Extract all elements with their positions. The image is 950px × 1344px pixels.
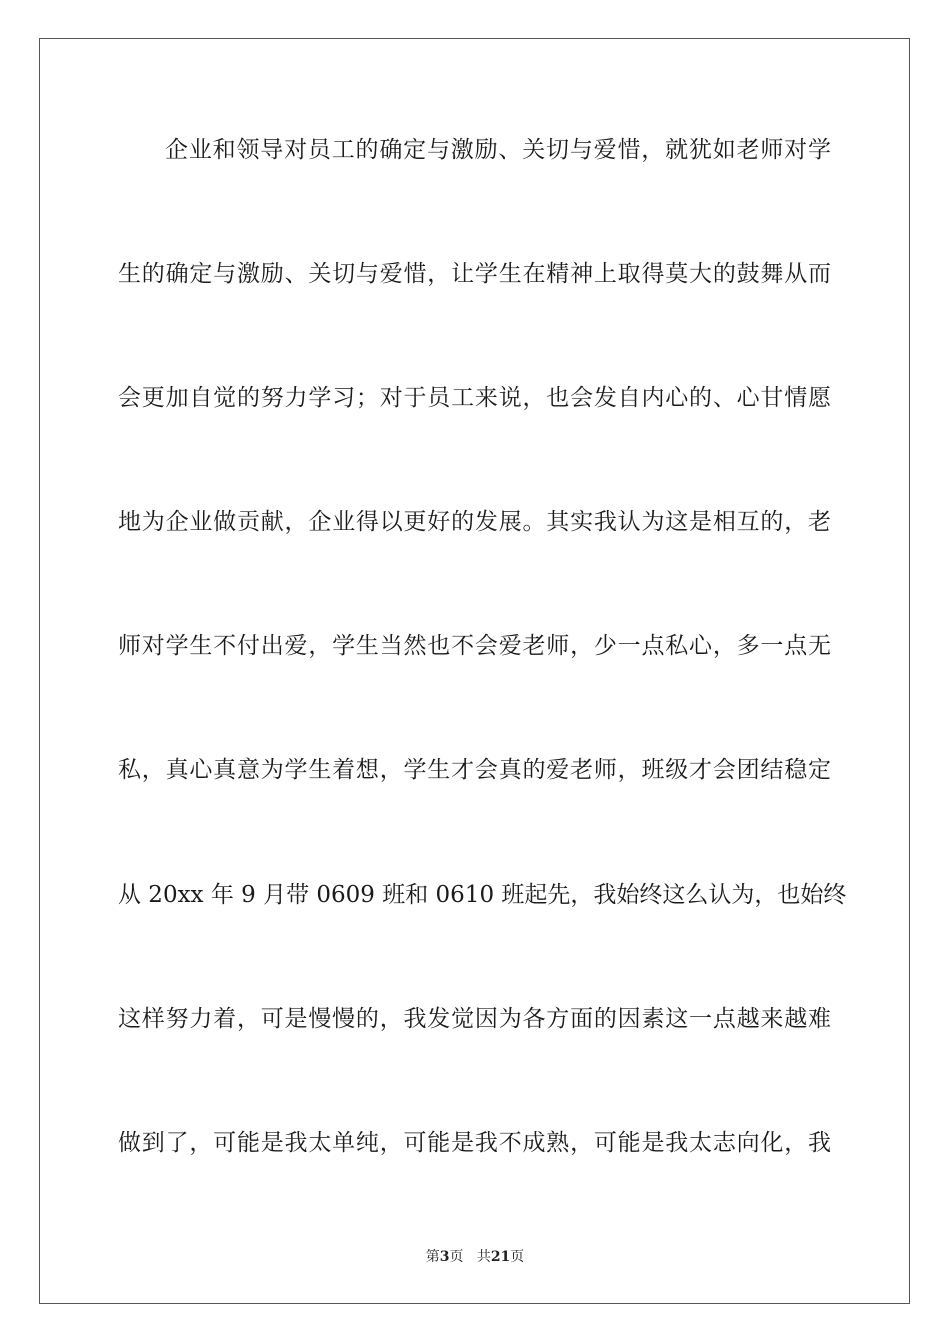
paragraph-line-1: 企业和领导对员工的确定与激励、关切与爱惜，就犹如老师对学 (165, 137, 831, 163)
paragraph-line-5: 师对学生不付出爱，学生当然也不会爱老师，少一点私心，多一点无 (118, 633, 831, 659)
footer-page-number: 3 (439, 1249, 450, 1265)
paragraph-line-9: 做到了，可能是我太单纯，可能是我不成熟，可能是我太志向化，我 (118, 1130, 831, 1156)
footer-page-prefix: 第 (425, 1249, 440, 1265)
paragraph-line-6: 私，真心真意为学生着想，学生才会真的爱老师，班级才会团结稳定 (118, 757, 831, 783)
paragraph-line-3: 会更加自觉的努力学习；对于员工来说，也会发自内心的、心甘情愿 (118, 385, 831, 411)
paragraph-line-4: 地为企业做贡献，企业得以更好的发展。其实我认为这是相互的，老 (118, 509, 831, 535)
footer-total-prefix: 共 (476, 1249, 491, 1265)
paragraph-line-2: 生的确定与激励、关切与爱惜，让学生在精神上取得莫大的鼓舞从而 (118, 261, 831, 287)
footer-total-pages: 21 (490, 1249, 511, 1265)
page-border (39, 38, 910, 1304)
paragraph-line-8: 这样努力着，可是慢慢的，我发觉因为各方面的因素这一点越来越难 (118, 1006, 831, 1032)
footer-page-suffix: 页 (449, 1249, 464, 1265)
page-footer (0, 1247, 950, 1267)
footer-total-suffix: 页 (510, 1249, 525, 1265)
paragraph-line-7: 从 20xx 年 9 月带 0609 班和 0610 班起先，我始终这么认为，也始终 (118, 882, 847, 908)
